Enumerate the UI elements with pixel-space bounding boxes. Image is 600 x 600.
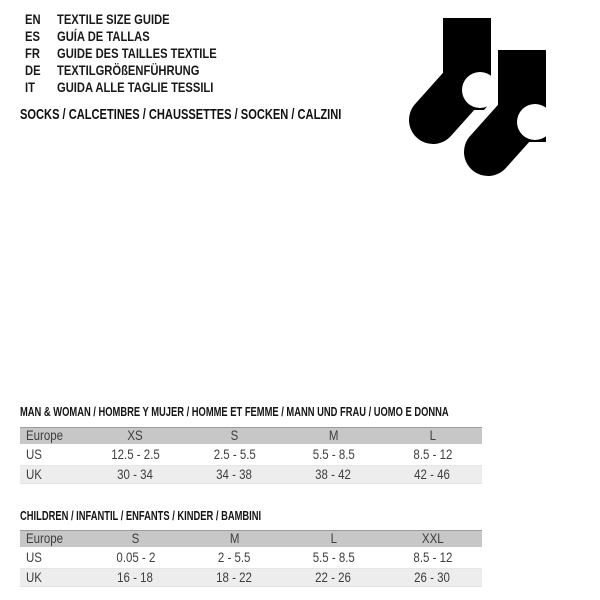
- region-cell: UK: [26, 570, 42, 585]
- column-header-size: S: [131, 531, 140, 547]
- size-cell: 22 - 26: [315, 570, 352, 585]
- language-label: TEXTILE SIZE GUIDE: [57, 11, 170, 27]
- table-row-uk: [20, 466, 482, 484]
- size-cell: 2 - 5.5: [218, 549, 251, 565]
- table-row-us: [20, 444, 482, 466]
- language-row-de: [25, 62, 200, 79]
- language-label: GUIDE DES TAILLES TEXTILE: [57, 45, 217, 61]
- language-title-block: [25, 11, 217, 96]
- size-cell: 30 - 34: [117, 467, 154, 482]
- language-row-es: [25, 28, 150, 45]
- size-cell: 26 - 30: [414, 570, 451, 585]
- size-cell: 38 - 42: [315, 467, 352, 482]
- column-header-size: M: [328, 428, 339, 444]
- table-row-uk: [20, 569, 482, 587]
- language-label: GUIDA ALLE TAGLIE TESSILI: [57, 79, 214, 95]
- column-header-size: XS: [127, 428, 144, 444]
- column-header-region: Europe: [26, 531, 64, 547]
- table-row-us: [20, 547, 482, 569]
- language-row-fr: [25, 45, 217, 62]
- size-cell: 5.5 - 8.5: [312, 446, 355, 462]
- size-cell: 16 - 18: [117, 570, 154, 585]
- adult-size-table: [20, 427, 482, 484]
- column-header-size: L: [429, 428, 436, 444]
- region-cell: US: [26, 446, 42, 462]
- language-row-it: [25, 79, 214, 96]
- size-cell: 2.5 - 5.5: [213, 446, 256, 462]
- table-header-row: [20, 428, 482, 444]
- size-cell: 8.5 - 12: [413, 446, 452, 462]
- children-table-title: CHILDREN / INFANTIL / ENFANTS / KINDER / BAMBINI: [20, 508, 262, 523]
- language-code: EN: [25, 11, 41, 27]
- language-code: ES: [25, 28, 40, 44]
- sock-shape-1: [433, 18, 498, 120]
- size-cell: 12.5 - 2.5: [111, 446, 160, 462]
- region-cell: UK: [26, 467, 42, 482]
- adult-table-title: MAN & WOMAN / HOMBRE Y MUJER / HOMME ET FEMME / MANN UND FRAU / UOMO E DONNA: [20, 404, 449, 419]
- column-header-size: S: [230, 428, 239, 444]
- size-cell: 0.05 - 2: [116, 549, 155, 565]
- column-header-size: XXL: [421, 531, 444, 547]
- size-cell: 18 - 22: [216, 570, 253, 585]
- size-cell: 42 - 46: [414, 467, 451, 482]
- column-header-size: L: [330, 531, 337, 547]
- language-label: TEXTILGRÖßENFÜHRUNG: [57, 62, 200, 78]
- column-header-region: Europe: [26, 428, 64, 444]
- size-cell: 34 - 38: [216, 467, 253, 482]
- language-code: FR: [25, 45, 40, 61]
- language-code: DE: [25, 62, 41, 78]
- language-code: IT: [25, 79, 35, 95]
- socks-icon: [403, 10, 573, 180]
- children-size-table: [20, 530, 482, 587]
- language-row-en: [25, 11, 170, 28]
- size-cell: 8.5 - 12: [413, 549, 452, 565]
- column-header-size: M: [229, 531, 240, 547]
- size-cell: 5.5 - 8.5: [312, 549, 355, 565]
- table-header-row: [20, 531, 482, 547]
- category-title: SOCKS / CALCETINES / CHAUSSETTES / SOCKEN / CALZINI: [20, 106, 342, 123]
- region-cell: US: [26, 549, 42, 565]
- language-label: GUÍA DE TALLAS: [57, 28, 150, 44]
